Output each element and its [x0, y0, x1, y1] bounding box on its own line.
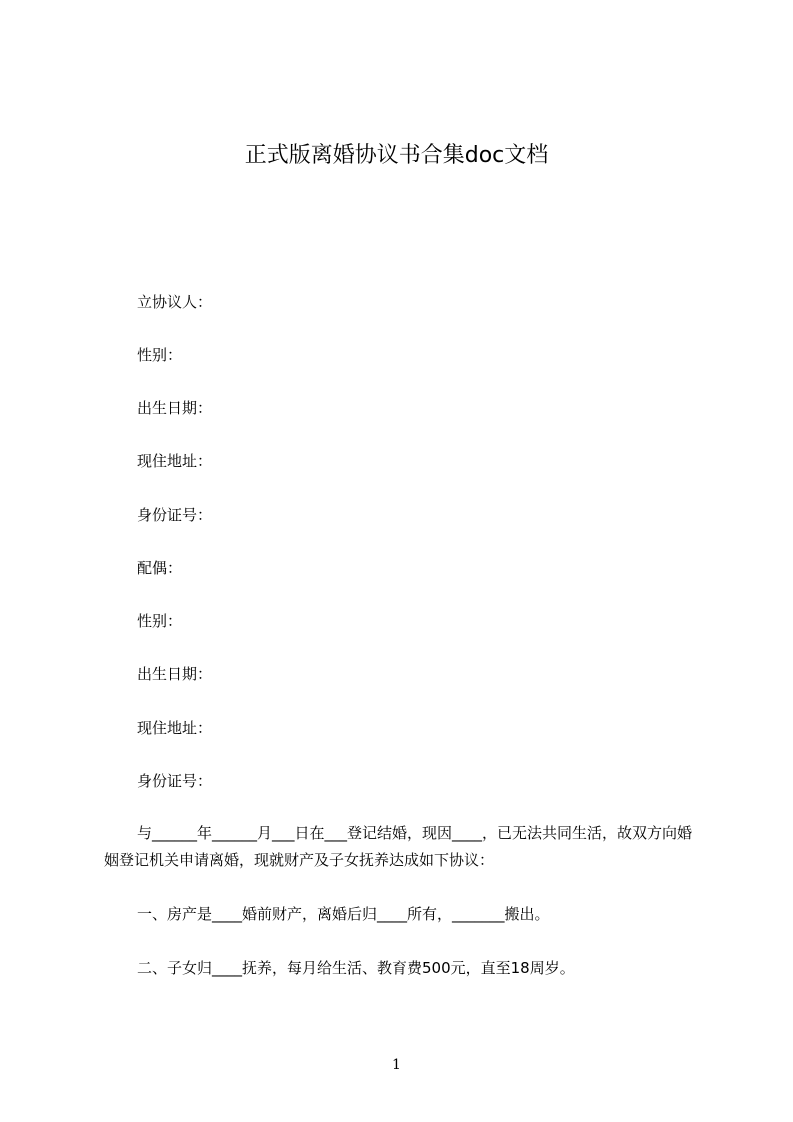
field-spouse-name: 配偶： — [137, 559, 183, 577]
field-party-address: 现住地址： — [137, 452, 213, 470]
clause-property: 一、房产是____婚前财产，离婚后归____所有，_______搬出。 — [137, 905, 550, 923]
document-title: 正式版离婚协议书合集doc文档 — [244, 143, 549, 168]
field-party-name: 立协议人： — [137, 293, 213, 311]
field-spouse-id-number: 身份证号： — [137, 772, 213, 790]
field-spouse-address: 现住地址： — [137, 719, 213, 737]
field-spouse-gender: 性别： — [137, 612, 183, 630]
field-spouse-birthdate: 出生日期： — [137, 665, 213, 683]
field-party-birthdate: 出生日期： — [137, 399, 213, 417]
page-number: 1 — [392, 1057, 401, 1073]
intro-paragraph: 与______年______月___日在___登记结婚，现因____，已无法共同生活，故双方向婚姻登记机关申请离婚，现就财产及子女抚养达成如下协议： — [104, 824, 693, 869]
field-party-id-number: 身份证号： — [137, 506, 213, 524]
clause-child-custody: 二、子女归____抚养，每月给生活、教育费500元，直至18周岁。 — [137, 959, 575, 977]
field-party-gender: 性别： — [137, 346, 183, 364]
